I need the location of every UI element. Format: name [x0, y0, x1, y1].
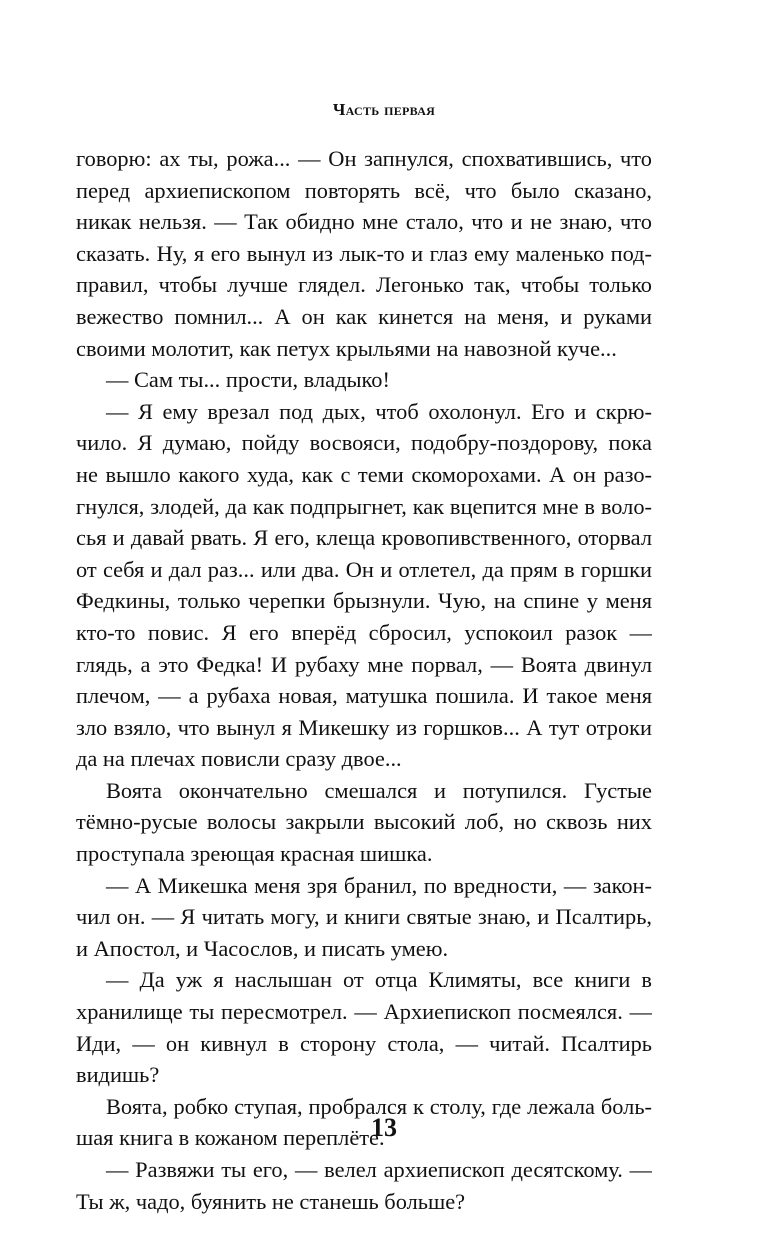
running-header: Часть первая	[332, 100, 436, 119]
text-line: правил, чтобы лучше глядел. Легонько так, чтобы только	[76, 272, 652, 298]
text-line: своими молотит, как петух крыльями на навозной куче...	[76, 335, 617, 361]
text-line: сья и давай рвать. Я его, клеща кровопивственного, оторвал	[76, 525, 652, 551]
page-number: 13	[371, 1113, 397, 1142]
text-line: никак нельзя. — Так обидно мне стало, что и не знаю, что	[76, 209, 652, 235]
text-line: Ты ж, чадо, буянить не станешь больше?	[76, 1188, 466, 1214]
body-text	[76, 143, 652, 1217]
text-line: чил он. — Я читать могу, и книги святые знаю, и Псалтирь,	[76, 904, 652, 930]
text-line: Воята окончательно смешался и потупился. Густые	[106, 777, 652, 803]
text-line: — Сам ты... прости, владыко!	[106, 367, 390, 393]
text-line: плечом, — а рубаха новая, матушка пошила. И такое меня	[76, 683, 652, 709]
text-line: вежество помнил... А он как кинется на меня, и руками	[76, 303, 652, 329]
text-line: и Апостол, и Часослов, и писать умею.	[76, 935, 449, 961]
text-line: перед архиепископом повторять всё, что было сказано,	[76, 177, 652, 203]
text-line: гнулся, злодей, да как подпрыгнет, как вцепится мне в воло-	[76, 493, 652, 519]
text-line: не вышло какого худа, как с теми скоморохами. А он разо-	[76, 461, 652, 487]
text-line: зло взяло, что вынул я Микешку из горшков... А тут отроки	[76, 714, 652, 740]
text-line: шая книга в кожаном переплёте.	[76, 1125, 385, 1151]
text-line: говорю: ах ты, рожа... — Он запнулся, спохватившись, что	[76, 146, 652, 171]
text-line: сказать. Ну, я его вынул из лык-то и глаз ему маленько под-	[76, 240, 652, 266]
text-line: — Развяжи ты его, — велел архиепископ десятскому. —	[106, 1157, 652, 1182]
text-line: кто-то повис. Я его вперёд сбросил, успокоил разок —	[76, 619, 652, 645]
text-line: тёмно-русые волосы закрыли высокий лоб, но сквозь них	[76, 809, 652, 835]
text-line: проступала зреющая красная шишка.	[76, 841, 433, 867]
text-line: Федкины, только черепки брызнули. Чую, на спине у меня	[76, 588, 652, 614]
text-line: глядь, а это Федка! И рубаху мне порвал, — Воята двинул	[76, 651, 652, 677]
text-line: видишь?	[76, 1062, 160, 1088]
text-line: Иди, — он кивнул в сторону стола, — читай. Псалтирь	[76, 1030, 652, 1056]
text-line: — Да уж я наслышан от отца Климяты, все книги в	[106, 967, 652, 993]
text-line: да на плечах повисли сразу двое...	[76, 746, 402, 772]
text-line: от себя и дал раз... или два. Он и отлетел, да прям в горшки	[76, 556, 652, 582]
text-line: Воята, робко ступая, пробрался к столу, где лежала боль-	[106, 1093, 652, 1119]
text-line: чило. Я думаю, пойду восвояси, подобру-поздорову, пока	[76, 430, 652, 456]
text-line: — Я ему врезал под дых, чтоб охолонул. Его и скрю-	[106, 398, 652, 424]
text-line: хранилище ты пересмотрел. — Архиепископ посмеялся. —	[76, 999, 652, 1025]
text-line: — А Микешка меня зря бранил, по вредности, — закон-	[106, 872, 652, 898]
